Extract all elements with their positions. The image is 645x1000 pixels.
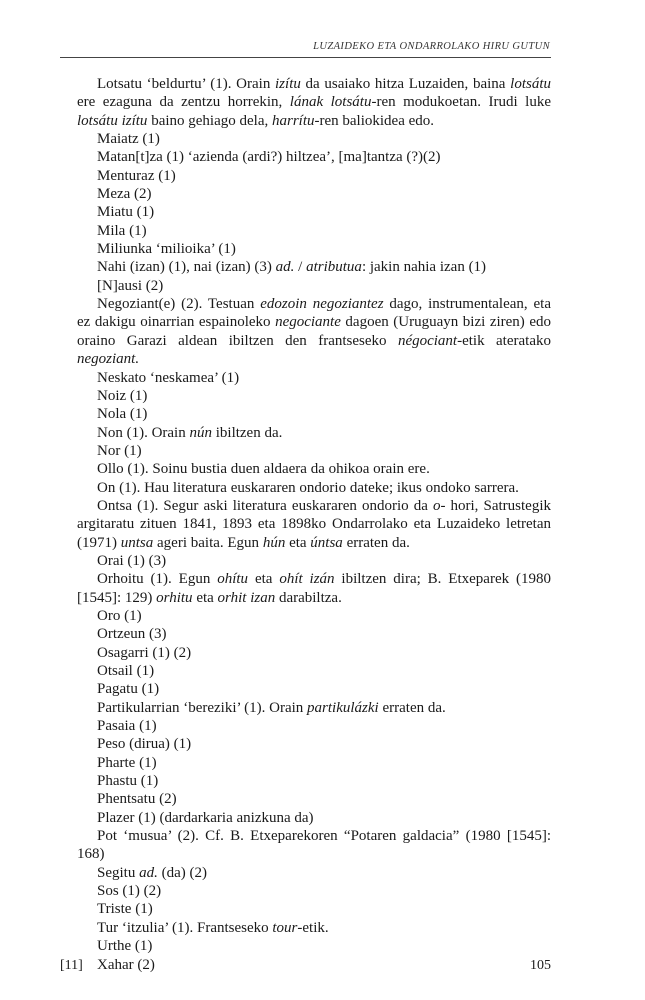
entry-text: Sos (1) (2) xyxy=(97,883,162,900)
entry-text: Plazer (1) (dardarkaria anizkuna da) xyxy=(97,809,314,826)
glossary-entry xyxy=(77,790,551,808)
entry-text: Negoziant(e) (2). Testuan xyxy=(97,296,261,313)
entry-text: [N]ausi (2) xyxy=(97,277,164,294)
italic-term: tour xyxy=(272,919,298,936)
entry-text: darabiltza. xyxy=(275,589,342,606)
entry-text: Lotsatu ‘beldurtu’ (1). Orain xyxy=(97,76,276,92)
glossary-entry xyxy=(77,699,551,717)
entry-text: Neskato ‘neskamea’ (1) xyxy=(97,369,240,386)
italic-term: izítu xyxy=(275,76,301,92)
entry-text: Osagarri (1) (2) xyxy=(97,644,192,661)
glossary-entry xyxy=(77,295,551,368)
header-rule xyxy=(60,57,551,58)
glossary-entry xyxy=(77,405,551,423)
glossary-entry xyxy=(77,258,551,276)
entry-text: Pharte (1) xyxy=(97,754,157,771)
entry-text: Nor (1) xyxy=(97,442,142,459)
entry-text: Segitu xyxy=(97,864,140,881)
entry-text: Nahi (izan) (1), nai (izan) (3) xyxy=(97,259,276,276)
entry-text: Partikularrian ‘bereziki’ (1). Orain xyxy=(97,699,308,716)
entry-text: baino gehiago dela, xyxy=(147,112,272,129)
entry-text: Otsail (1) xyxy=(97,663,155,679)
glossary-entry xyxy=(77,424,551,442)
glossary-entry xyxy=(77,387,551,405)
glossary-entry xyxy=(77,607,551,625)
entry-text: ibiltzen da. xyxy=(211,424,283,441)
glossary-entry xyxy=(77,644,551,662)
entry-text: dago, instrumentalean, eta ez dakigu oinarrian espainoleko xyxy=(77,296,551,331)
entry-text: Meza (2) xyxy=(97,186,152,203)
glossary-entry xyxy=(77,479,551,497)
entry-text: Orhoitu (1). Egun xyxy=(97,571,218,588)
entry-text: (da) (2) xyxy=(157,864,207,881)
italic-term: orhit izan xyxy=(217,589,276,606)
entry-text: Peso (dirua) (1) xyxy=(97,736,192,753)
glossary-entry xyxy=(77,680,551,698)
footer-reference: [11] xyxy=(60,958,83,973)
entry-text: Non (1). Orain xyxy=(97,424,190,441)
italic-term: orhitu xyxy=(156,589,193,606)
glossary-entry xyxy=(77,919,551,937)
italic-term: untsa xyxy=(120,534,154,551)
glossary-entry xyxy=(77,497,551,552)
glossary-entry xyxy=(77,772,551,790)
entry-text: -etik. xyxy=(297,919,329,936)
entry-text: Miatu (1) xyxy=(97,204,155,221)
entry-text: Triste (1) xyxy=(97,901,153,918)
entry-text: Pasaia (1) xyxy=(97,718,157,735)
italic-term: lotsátu xyxy=(510,76,551,92)
entry-text: da usaiako hitza Luzaiden, baina xyxy=(300,76,511,92)
italic-term: lának lotsátu xyxy=(289,94,372,111)
glossary-entry xyxy=(77,552,551,570)
glossary-entry xyxy=(77,735,551,753)
glossary-entry xyxy=(77,460,551,478)
italic-term: ad. xyxy=(139,864,158,881)
entry-text: Menturaz (1) xyxy=(97,167,176,184)
glossary-entry xyxy=(77,277,551,295)
glossary-entry xyxy=(77,240,551,258)
entry-text: / xyxy=(294,259,307,276)
entry-text: -ren baliokidea edo. xyxy=(314,112,435,129)
glossary-entry xyxy=(77,442,551,460)
entry-text: hori, Satrustegik argitaratu zituen 1841, 1893 eta 1898ko Ondarrolako eta Luzaideko letretan (1971) xyxy=(77,497,551,551)
entry-text: Urthe (1) xyxy=(97,938,153,955)
entry-text: Ortzeun (3) xyxy=(97,626,167,643)
entry-text: Ontsa (1). Segur aski literatura euskararen ondorio da xyxy=(97,497,433,514)
entry-text: ageri baita. Egun xyxy=(153,534,263,551)
entry-text: erraten da. xyxy=(378,699,446,716)
italic-term: nún xyxy=(189,424,212,441)
entry-text: Mila (1) xyxy=(97,222,147,239)
entry-text: Phastu (1) xyxy=(97,773,159,790)
entry-text: ere ezaguna da zentzu horrekin, xyxy=(77,94,290,111)
entry-text: ibiltzen dira; B. Etxeparek (1980 [1545]: 129) xyxy=(77,571,551,606)
glossary-entry xyxy=(77,130,551,148)
entry-text: Miliunka ‘milioika’ (1) xyxy=(97,241,236,258)
italic-term: ad. xyxy=(275,259,295,276)
glossary-entry xyxy=(77,754,551,772)
italic-term: harrítu xyxy=(271,112,315,129)
entry-text: On (1). Hau literatura euskararen ondorio dateke; ikus ondoko sarrera. xyxy=(97,479,519,496)
glossary-entry xyxy=(77,185,551,203)
italic-term: negociante xyxy=(275,314,341,331)
italic-term: ohítu xyxy=(217,571,249,588)
italic-term: edozoin negoziantez xyxy=(260,296,384,313)
running-head: LUZAIDEKO ETA ONDARROLAKO HIRU GUTUN xyxy=(313,41,550,52)
entry-text: -ren modukoetan. Irudi luke xyxy=(371,94,551,111)
glossary-entry xyxy=(77,570,551,607)
glossary-entry xyxy=(77,148,551,166)
entry-text: Pagatu (1) xyxy=(97,681,160,698)
italic-term: ohít izán xyxy=(279,571,335,588)
glossary-entry xyxy=(77,167,551,185)
entry-text: Nola (1) xyxy=(97,406,148,423)
glossary-entry xyxy=(77,937,551,955)
glossary-entry xyxy=(77,222,551,240)
entry-text: Maiatz (1) xyxy=(97,131,160,148)
glossary-entry xyxy=(77,809,551,827)
glossary-entry xyxy=(77,882,551,900)
entry-text: eta xyxy=(248,571,280,588)
italic-term: lotsátu izítu xyxy=(77,112,148,129)
glossary-entry xyxy=(77,827,551,864)
glossary-body xyxy=(77,75,551,974)
entry-text: eta xyxy=(192,589,218,606)
glossary-entry xyxy=(77,717,551,735)
entry-text: Orai (1) (3) xyxy=(97,552,167,569)
italic-term: negoziant. xyxy=(77,351,140,368)
glossary-entry xyxy=(77,625,551,643)
italic-term: partikulázki xyxy=(307,699,379,716)
entry-text: Matan[t]za (1) ‘azienda (ardi?) hiltzea’, [ma]tantza (?)(2) xyxy=(97,149,441,166)
glossary-entry xyxy=(77,864,551,882)
glossary-entry xyxy=(77,900,551,918)
glossary-entry xyxy=(77,369,551,387)
entry-text: Pot ‘musua’ (2). Cf. B. Etxeparekoren “Potaren galdacia” (1980 [1545]: 168) xyxy=(77,828,551,863)
entry-text: erraten da. xyxy=(342,534,410,551)
entry-text: Ollo (1). Soinu bustia duen aldaera da ohikoa orain ere. xyxy=(97,461,430,478)
entry-text: : jakin nahia izan (1) xyxy=(361,259,487,276)
italic-term: o- xyxy=(432,497,446,514)
entry-text: dagoen (Uruguayn bizi ziren) edo oraino Garazi aldean ibiltzen den frantseseko xyxy=(77,314,551,349)
entry-text: Noiz (1) xyxy=(97,387,148,404)
glossary-entry xyxy=(77,956,551,974)
entry-text: Xahar (2) xyxy=(97,956,155,973)
glossary-entry xyxy=(77,75,551,130)
glossary-entry xyxy=(77,203,551,221)
entry-text: Phentsatu (2) xyxy=(97,791,177,808)
italic-term: négociant xyxy=(397,332,458,349)
entry-text: eta xyxy=(285,534,311,551)
italic-term: hún xyxy=(262,534,286,551)
entry-text: -etik ateratako xyxy=(457,332,551,349)
glossary-entry xyxy=(77,662,551,680)
italic-term: úntsa xyxy=(310,534,343,551)
italic-term: atributua xyxy=(306,259,362,276)
page-number: 105 xyxy=(530,958,551,973)
entry-text: Oro (1) xyxy=(97,607,142,624)
entry-text: Tur ‘itzulia’ (1). Frantseseko xyxy=(97,919,273,936)
